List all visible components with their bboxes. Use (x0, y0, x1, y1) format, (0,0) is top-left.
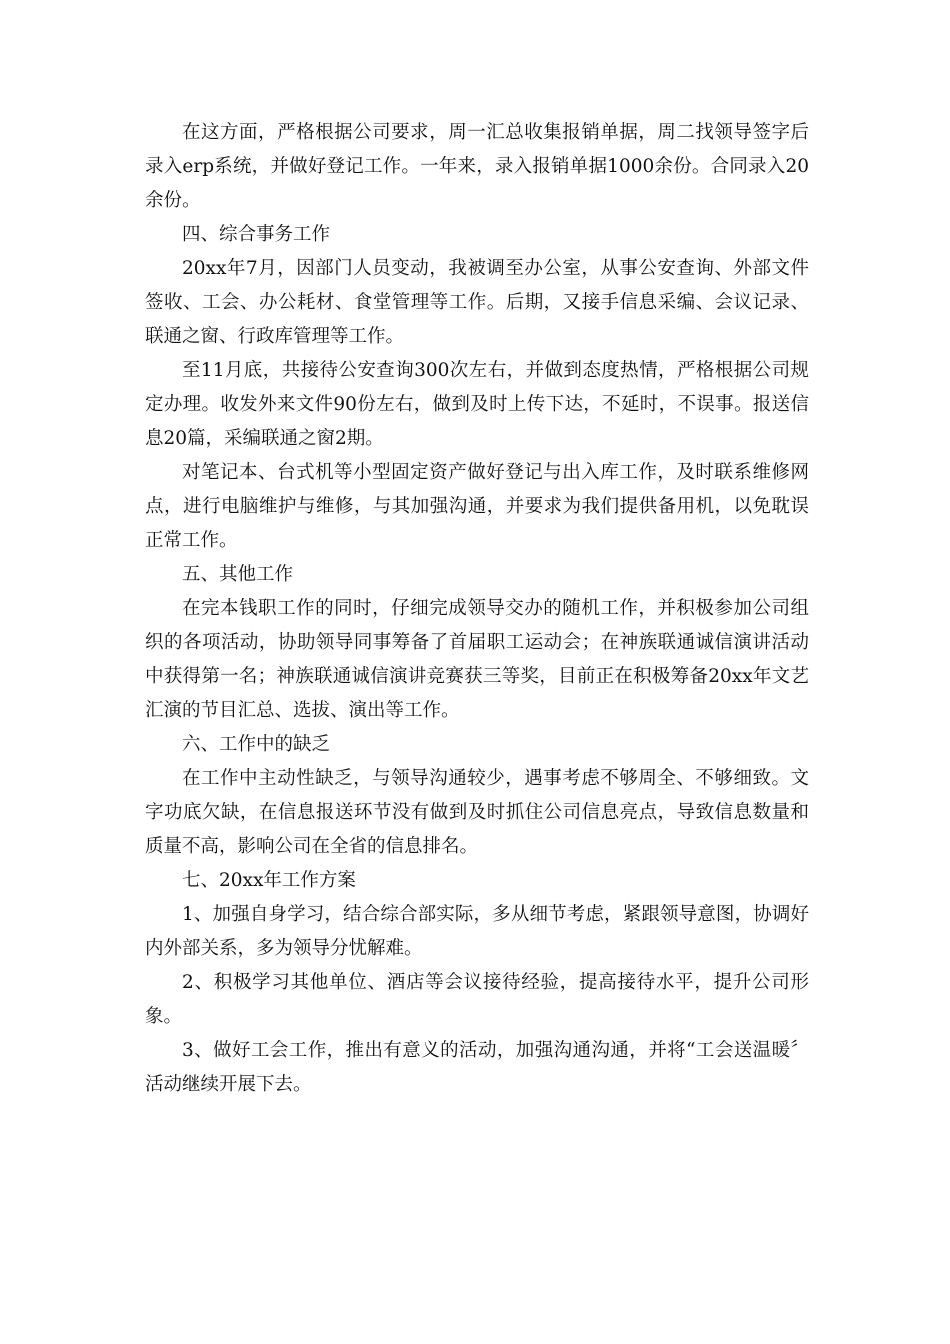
document-body (145, 116, 809, 1102)
paragraph-fixed-assets: 对笔记本、台式机等小型固定资产做好登记与出入库工作，及时联系维修网点，进行电脑维护与维修，与其加强沟通，并要求为我们提供备用机，以免耽误正常工作。 (145, 462, 809, 551)
heading-shortcomings: 六、工作中的缺乏 (182, 734, 331, 755)
heading-other-work: 五、其他工作 (182, 564, 294, 585)
paragraph-reimbursement: 在这方面，严格根据公司要求，周一汇总收集报销单据，周二找领导签字后录入erp系统，并做好登记工作。一年来，录入报销单据1000余份。合同录入20余份。 (145, 122, 809, 211)
heading-work-plan: 七、20xx年工作方案 (182, 870, 356, 891)
paragraph-plan-3: 3、做好工会工作，推出有意义的活动，加强沟通沟通，并将“工会送温暖〞活动继续开展下去。 (145, 1040, 809, 1095)
paragraph-transfer: 20xx年7月，因部门人员变动，我被调至办公室，从事公安查询、外部文件签收、工会、办公耗材、食堂管理等工作。后期，又接手信息采编、会议记录、联通之窗、行政库管理等工作。 (145, 258, 809, 347)
paragraph-activities: 在完本钱职工作的同时，仔细完成领导交办的随机工作，并积极参加公司组织的各项活动，协助领导同事筹备了首届职工运动会；在神族联通诚信演讲活动中获得第一名；神族联通诚信演讲竞赛获三等奖，目前正在积极筹备20xx年文艺汇演的节目汇总、选拔、演出等工作。 (145, 598, 809, 721)
paragraph-plan-1: 1、加强自身学习，结合综合部实际，多从细节考虑，紧跟领导意图，协调好内外部关系，多为领导分忧解难。 (145, 904, 809, 959)
paragraph-plan-2: 2、积极学习其他单位、酒店等会议接待经验，提高接待水平，提升公司形象。 (145, 972, 809, 1027)
paragraph-police-queries: 至11月底，共接待公安查询300次左右，并做到态度热情，严格根据公司规定办理。收发外来文件90份左右，做到及时上传下达，不延时，不误事。报送信息20篇，采编联通之窗2期。 (145, 360, 809, 449)
paragraph-shortcomings: 在工作中主动性缺乏，与领导沟通较少，遇事考虑不够周全、不够细致。文字功底欠缺，在信息报送环节没有做到及时抓住公司信息亮点，导致信息数量和质量不高，影响公司在全省的信息排名。 (145, 768, 809, 857)
heading-general-affairs: 四、综合事务工作 (182, 224, 331, 245)
